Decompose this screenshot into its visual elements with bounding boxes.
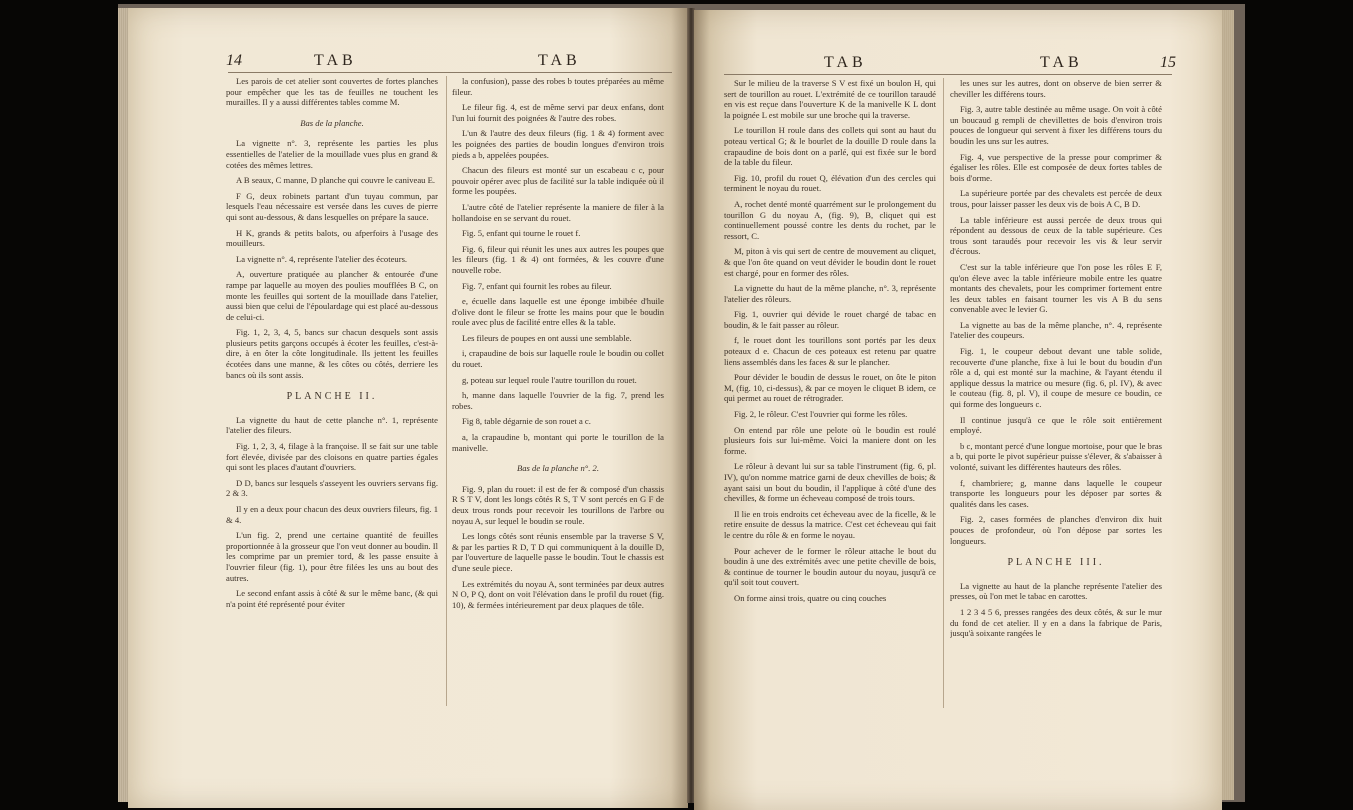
paragraph: Le tourillon H roule dans des collets qui sont au haut du poteau vertical G; & le bourlet de la douille D roule dans la crapaudine de bois dont on a parlé, qui est fixée sur le bord de la table du fileur. xyxy=(724,125,936,168)
paragraph: Fig. 2, cases formées de planches d'environ dix huit pouces de profondeur, où l'on dépose par sortes les longueurs. xyxy=(950,514,1162,546)
paragraph: Pour dévider le boudin de dessus le rouet, on ôte le piton M, (fig. 10, ci-dessus), & par ce moyen le cliquet B idem, ce qui permet au rouet de rétrograder. xyxy=(724,372,936,404)
paragraph: Le rôleur à devant lui sur sa table l'instrument (fig. 6, pl. IV), qu'on nomme matrice garni de deux chevilles de bois; & ayant saisi un bout du boudin, il l'applique à côté d'une des chevilles, & forme un écheveau composé de trois tours. xyxy=(724,461,936,504)
paragraph: h, manne dans laquelle l'ouvrier de la fig. 7, prend les robes. xyxy=(452,390,664,411)
paragraph: Il y en a deux pour chacun des deux ouvriers fileurs, fig. 1 & 4. xyxy=(226,504,438,525)
paragraph: Fig. 3, autre table destinée au même usage. On voit à côté un boucaud g rempli de chevillettes de bois d'environ trois pouces de longueur qui servent à fixer les différens tours du boudin les uns sur les autres. xyxy=(950,104,1162,146)
paragraph: La table inférieure est aussi percée de deux trous qui répondent au dessous de ceux de la table supérieure. Ces trous sont taraudés pour recevoir les vis & leur servir d'écrous. xyxy=(950,214,1162,257)
left-column-2 xyxy=(452,76,664,796)
paragraph: Le second enfant assis à côté & sur le même banc, (& qui n'a point été représenté pour éviter xyxy=(226,588,438,609)
paragraph: f, chambriere; g, manne dans laquelle le coupeur transporte les longueurs pour les déposer par sortes & qualités dans les cases. xyxy=(950,477,1162,509)
section-heading: Bas de la planche n°. 2. xyxy=(517,463,599,474)
column-rule xyxy=(943,78,944,708)
header-rule xyxy=(228,72,672,73)
paragraph: F G, deux robinets partant d'un tuyau commun, par lesquels l'eau nécessaire est versée dans les cuves de pierre qui sont au-dessous, & dans lesquelles on prépare la sauce. xyxy=(226,190,438,222)
paragraph: La vignette n°. 4, représente l'atelier des écoteurs. xyxy=(236,253,408,264)
paragraph: La vignette au bas de la même planche, n°. 4, représente l'atelier des coupeurs. xyxy=(950,319,1162,341)
paragraph: Il continue jusqu'à ce que le rôle soit entièrement employé. xyxy=(950,414,1162,436)
right-page xyxy=(694,10,1222,810)
paragraph: L'un fig. 2, prend une certaine quantité de feuilles proportionnée à la grosseur que l'on veut donner au boudin. Il les comprime par un premier tord, & les passe ensuite à l'ouvrier fileur (fig. 1), pour être filées les uns au bout des autres. xyxy=(226,530,438,583)
paragraph: Fig. 7, enfant qui fournit les robes au fileur. xyxy=(462,280,612,291)
paragraph: les unes sur les autres, dont on observe de bien serrer & cheviller les différens tours. xyxy=(950,78,1162,99)
right-page-number: 15 xyxy=(1160,54,1176,71)
paragraph: Les longs côtés sont réunis ensemble par la traverse S V, & par les parties R D, T D qui communiquent à la douille D, par l'ouverture de laquelle passe le boudin. Tout le chassis est d'une seule piece. xyxy=(452,531,664,573)
paragraph: La vignette au haut de la planche représente l'atelier des presses, où l'on met le tabac en carottes. xyxy=(950,580,1162,602)
paragraph: Fig. 1, le coupeur debout devant une table solide, recouverte d'une planche, fixe à lui le bout du boudin d'un rôle a d, qui est monté sur la machine, & l'ayant étendu il applique dessus la matrice ou mesure (fig. 6, pl. IV), & avec le couteau (fig. 8, pl. V), il coupe de mesure ce boudin, ce qui forme des longueurs c. xyxy=(950,346,1162,410)
paragraph: On entend par rôle une pelote où le boudin est roulé plusieurs fois sur lui-même. Voici la maniere dont on les forme. xyxy=(724,424,936,456)
left-running-head-1: TAB xyxy=(314,52,357,69)
left-column-1 xyxy=(226,76,438,796)
paragraph: Les fileurs de poupes en ont aussi une semblable. xyxy=(462,332,632,343)
paragraph: A, ouverture pratiquée au plancher & entourée d'une rampe par laquelle au moyen des poulies moufflées B C, on monte les feuilles qui sortent de la mouillade dans l'atelier, aussi bien que celui de l'époulardage qui est placé au-dessous de celui-ci. xyxy=(226,269,438,322)
paragraph: Fig. 10, profil du rouet Q, élévation d'un des cercles qui terminent le noyau du rouet. xyxy=(724,172,936,194)
right-running-head-1: TAB xyxy=(824,54,867,71)
right-column-2 xyxy=(950,78,1162,798)
plate-heading: PLANCHE II. xyxy=(286,391,378,403)
paragraph: Fig. 1, 2, 3, 4, 5, bancs sur chacun desquels sont assis plusieurs petits garçons occupés à écoter les feuilles, c'est-à-dire, à en ôter la côte longitudinale. Ils jettent les feuilles écotées dans une manne, & les côtes ou côtés, derriere les bancs où ils sont assis. xyxy=(226,327,438,380)
paragraph: La supérieure portée par des chevalets est percée de deux trous, pour laisser passer les deux vis de bois A C, B D. xyxy=(950,188,1162,209)
paragraph: D D, bancs sur lesquels s'asseyent les ouvriers servans fig. 2 & 3. xyxy=(226,477,438,499)
paragraph: Fig. 1, 2, 3, 4, filage à la françoise. Il se fait sur une table fort élevée, divisée par des cloisons en quatre parties égales qui sont les places d'autant d'ouvriers. xyxy=(226,441,438,473)
paragraph: Fig 8, table dégarnie de son rouet a c. xyxy=(462,416,591,427)
paragraph: b c, montant percé d'une longue mortoise, pour que le bras a b, qui porte le pivot supérieur puisse s'élever, & s'abaisser à volonté, suivant les différentes hauteurs des rôles. xyxy=(950,440,1162,472)
paragraph: On forme ainsi trois, quatre ou cinq couches xyxy=(734,592,887,603)
section-heading: Bas de la planche. xyxy=(300,117,364,128)
paragraph: C'est sur la table inférieure que l'on pose les rôles E F, qu'on éleve avec la table inférieure mobile entre les quatre montants des chevalets, pour les comprimer fortement entre les deux tables en faisant tourner les vis A B du sens convenable avec le levier G. xyxy=(950,261,1162,315)
paragraph: Le fileur fig. 4, est de même servi par deux enfans, dont l'un lui fournit des poignées & l'autre des robes. xyxy=(452,102,664,123)
left-page-number: 14 xyxy=(226,52,242,69)
paragraph: Fig. 2, le rôleur. C'est l'ouvrier qui forme les rôles. xyxy=(734,409,908,420)
paragraph: Les extrémités du noyau A, sont terminées par deux autres N O, P Q, dont on voit l'élévation dans le profil du rouet (fig. 10), & fermées intérieurement par deux plaques de tôle. xyxy=(452,578,664,610)
paragraph: Pour achever de le former le rôleur attache le bout du boudin à une des extrémités avec une petite cheville de bois, & continue de tourner le boudin autour du noyau, jusqu'à ce qu'il soit tout couvert. xyxy=(724,545,936,588)
paragraph: 1 2 3 4 5 6, presses rangées des deux côtés, & sur le mur du fond de cet atelier. Il y en a dans la fabrique de Paris, jusqu'à soixante rangées le xyxy=(950,606,1162,639)
paragraph: A, rochet denté monté quarrément sur le prolongement du tourillon G du noyau A, (fig. 9), B, cliquet qui est continuellement poussé contre les dents du rochet, par le ressort, C. xyxy=(724,198,936,241)
paragraph: i, crapaudine de bois sur laquelle roule le boudin ou collet du rouet. xyxy=(452,348,664,370)
paragraph: L'un & l'autre des deux fileurs (fig. 1 & 4) forment avec les poignées des parties de boudin longues d'environ trois pieds a b, appelées poupées. xyxy=(452,128,664,160)
plate-heading: PLANCHE III. xyxy=(1007,557,1105,569)
left-page xyxy=(128,8,688,808)
paragraph: Fig. 1, ouvrier qui dévide le rouet chargé de tabac en boudin, & le fait passer au rôleur. xyxy=(724,309,936,330)
right-column-1 xyxy=(724,78,936,798)
paragraph: g, poteau sur lequel roule l'autre tourillon du rouet. xyxy=(462,374,637,385)
paragraph: L'autre côté de l'atelier représente la maniere de filer à la hollandoise en se servant du rouet. xyxy=(452,201,664,223)
header-rule xyxy=(724,74,1172,75)
paragraph: Les parois de cet atelier sont couvertes de fortes planches pour empêcher que les tas de feuilles ne touchent les murailles. Il y a aussi différentes tables comme M. xyxy=(226,76,438,108)
paragraph: f, le rouet dont les tourillons sont portés par les deux poteaux d e. Chacun de ces poteaux est retenu par quatre liens assemblés dans les faces & sur le plancher. xyxy=(724,335,936,367)
paragraph: La vignette du haut de cette planche n°. 1, représente l'atelier des fileurs. xyxy=(226,414,438,436)
right-running-head-2: TAB xyxy=(1040,54,1083,71)
column-rule xyxy=(446,76,447,706)
paragraph: Chacun des fileurs est monté sur un escabeau c c, pour pouvoir opérer avec plus de facilité sur la table indiquée où il forme les poupées. xyxy=(452,165,664,197)
paragraph: a, la crapaudine b, montant qui porte le tourillon de la manivelle. xyxy=(452,432,664,453)
paragraph: Fig. 6, fileur qui réunit les unes aux autres les poupes que les fileurs (fig. 1 & 4) ont formées, & les couvre d'une nouvelle robe. xyxy=(452,243,664,275)
paragraph: M, piton à vis qui sert de centre de mouvement au cliquet, & que l'on ôte quand on veut dévider le boudin dont le rouet est chargé, pour en former des rôles. xyxy=(724,246,936,278)
paragraph: La vignette du haut de la même planche, n°. 3, représente l'atelier des rôleurs. xyxy=(724,283,936,304)
paragraph: Il lie en trois endroits cet écheveau avec de la ficelle, & le retire ensuite de dessus la matrice. C'est cet écheveau qui fait le centre du rôle & en forme le noyau. xyxy=(724,508,936,540)
paragraph: Fig. 4, vue perspective de la presse pour comprimer & égaliser les rôles. Elle est composée de deux fortes tables de bois d'orme. xyxy=(950,151,1162,183)
paragraph: la confusion), passe des robes b toutes préparées au même fileur. xyxy=(452,76,664,97)
paragraph: A B seaux, C manne, D planche qui couvre le caniveau E. xyxy=(236,175,436,186)
paragraph: Fig. 9, plan du rouet: il est de fer & composé d'un chassis R S T V, dont les longs côtés R S, T V sont percés en G F de deux trous ronds pour recevoir les tourillons de l'arbre ou noyau A, sur lequel le boudin se roule. xyxy=(452,483,664,526)
paragraph: Sur le milieu de la traverse S V est fixé un boulon H, qui sert de tourillon au rouet. L'extrémité de ce tourillon taraudé en vis est reçue dans l'ouverture K de la manivelle K L dont la poignée L est mobile sur une broche qui la traverse. xyxy=(724,78,936,120)
paragraph: e, écuelle dans laquelle est une éponge imbibée d'huile d'olive dont le fileur se frotte les mains pour que le boudin roule avec plus de facilité entre elles & la table. xyxy=(452,296,664,328)
left-running-head-2: TAB xyxy=(538,52,581,69)
right-page-edges xyxy=(1220,10,1234,800)
paragraph: Fig. 5, enfant qui tourne le rouet f. xyxy=(462,228,581,239)
paragraph: La vignette n°. 3, représente les parties les plus essentielles de l'atelier de la mouillade vues plus en grand & cotées des mêmes lettres. xyxy=(226,138,438,170)
paragraph: H K, grands & petits balots, ou afperfoirs à l'usage des mouilleurs. xyxy=(226,227,438,249)
